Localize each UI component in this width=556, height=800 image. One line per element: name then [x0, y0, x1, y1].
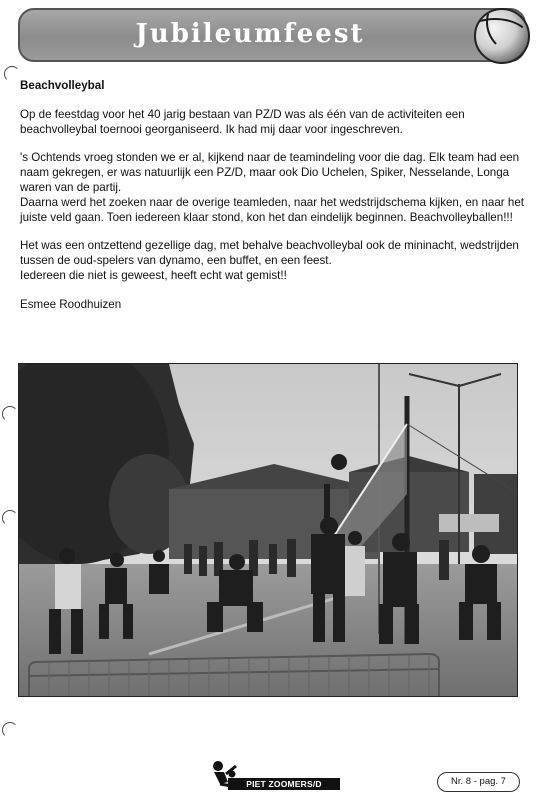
article-paragraph: 's Ochtends vroeg stonden we er al, kijkend naar de teamindeling voor die dag. Elk team had een naam gekregen, er was natuurlijk een PZ/D, maar ook Dio Uchelen, Spiker, Nesselande, Longa waren van de partij. Daarna werd het zoeken naar de overige teamleden, naar het wedstrijdschema kijken, en naar het juiste veld gaan. Toen iedereen klaar stond, kon het dan eindelijk beginnen. Beachvolleyballen!!! [20, 151, 524, 224]
page-number-badge: Nr. 8 - pag. 7 [437, 772, 520, 792]
binder-hole-mark [2, 510, 18, 526]
binder-hole-mark [2, 722, 18, 738]
beachvolleyball-photo [18, 363, 518, 697]
article [20, 79, 530, 313]
article-paragraph: Het was een ontzettend gezellige dag, met behalve beachvolleybal ook de mininacht, wedstrijden tussen de oud-spelers van dynamo, een buffet, en een feest. Iedereen die niet is geweest, heeft echt wat gemist!! [20, 239, 519, 282]
page-title: Jubileumfeest [135, 19, 365, 49]
volleyball-icon [474, 8, 530, 64]
binder-hole-mark [4, 66, 20, 82]
club-logo-text: PIET ZOOMERS/D [228, 778, 340, 790]
binder-hole-mark [2, 406, 18, 422]
club-logo [210, 760, 334, 792]
article-paragraph: Op de feestdag voor het 40 jarig bestaan van PZ/D was als één van de activiteiten een beachvolleybal toernooi georganiseerd. Ik had mij daar voor ingeschreven. [20, 107, 465, 136]
article-author: Esmee Roodhuizen [20, 297, 122, 311]
title-banner [18, 8, 526, 62]
article-heading: Beachvolleybal [20, 79, 105, 92]
